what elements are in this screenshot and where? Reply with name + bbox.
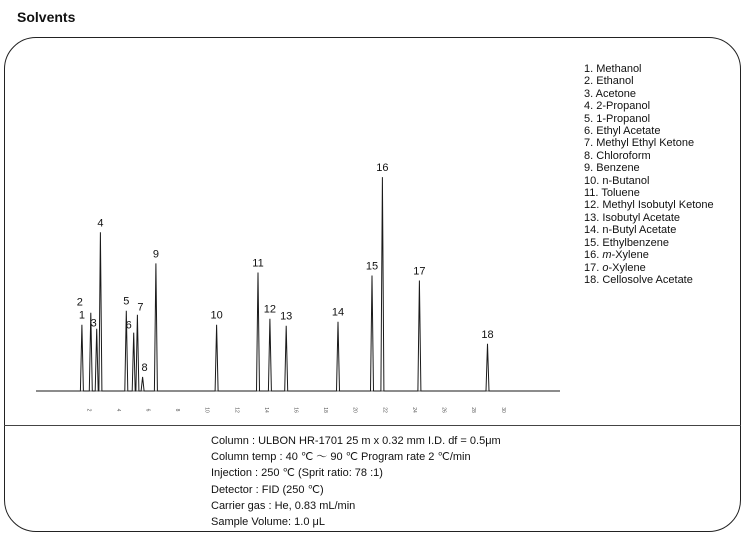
x-tick-label: 20: [351, 407, 358, 413]
peak-label: 1: [78, 309, 85, 322]
legend-item: [584, 137, 714, 149]
chromatogram-trace: [36, 177, 560, 391]
x-tick-label: 14: [262, 407, 269, 413]
peak-label: 17: [413, 265, 426, 278]
legend-isomer-prefix: o: [602, 261, 609, 274]
legend-compound-name: -Xylene: [611, 249, 649, 262]
peak-label: 3: [90, 317, 97, 330]
legend-compound-name: Methyl Isobutyl Ketone: [602, 199, 714, 212]
peak-label: 5: [123, 295, 130, 308]
legend-number: 11.: [584, 187, 599, 200]
x-tick-label: 24: [410, 407, 417, 413]
x-tick-labels: [85, 407, 506, 413]
peak-label: 13: [280, 310, 293, 323]
x-tick-label: 16: [292, 407, 299, 413]
legend-compound-name: Methyl Ethyl Ketone: [596, 137, 695, 150]
legend-item: [584, 88, 714, 100]
legend-item: [584, 187, 714, 199]
x-tick-label: 2: [85, 408, 92, 412]
x-tick-label: 4: [114, 408, 121, 412]
legend-number: 5.: [584, 112, 594, 125]
legend-compound-name: n-Butyl Acetate: [602, 224, 677, 237]
legend-compound-name: Isobutyl Acetate: [602, 211, 681, 224]
legend-compound-name: Cellosolve Acetate: [602, 273, 693, 286]
legend-compound-name: Acetone: [595, 87, 637, 100]
legend-compound-name: n-Butanol: [602, 174, 650, 187]
peak-label: 8: [141, 361, 148, 374]
legend-item: [584, 63, 714, 75]
legend-number: 4.: [584, 100, 594, 113]
condition-line: Detector : FID (250 ℃): [211, 483, 324, 496]
peak-label: 10: [210, 309, 223, 322]
x-tick-label: 8: [174, 408, 181, 412]
x-tick-label: 18: [322, 407, 329, 413]
legend-compound-name: Ethanol: [596, 75, 634, 88]
legend-number: 9.: [584, 162, 594, 175]
condition-line: Carrier gas : He, 0.83 mL/min: [211, 499, 356, 512]
legend-item: [584, 150, 714, 162]
peak-label: 14: [331, 306, 345, 319]
legend-number: 6.: [584, 125, 594, 138]
x-tick-label: 26: [440, 407, 447, 413]
peak-label: 4: [97, 217, 104, 230]
x-tick-label: 10: [203, 407, 210, 413]
peak-label: 15: [365, 260, 379, 273]
analysis-conditions: [211, 433, 501, 530]
condition-line: Injection : 250 ℃ (Sprit ratio: 78 :1): [211, 467, 383, 480]
legend-item: [584, 75, 714, 87]
legend-item: [584, 199, 714, 211]
x-tick-label: 28: [470, 407, 477, 413]
peak-label: 11: [252, 257, 264, 270]
x-tick-label: 30: [499, 407, 506, 413]
condition-line: Column : ULBON HR-1701 25 m x 0.32 mm I.D. df = 0.5μm: [211, 435, 501, 447]
legend-number: 10.: [584, 174, 600, 187]
legend-number: 7.: [584, 137, 594, 150]
legend-item: [584, 113, 714, 125]
legend-number: 18.: [584, 273, 600, 286]
compound-legend: [584, 63, 714, 286]
legend-compound-name: Ethylbenzene: [602, 236, 670, 249]
peak-label: 12: [263, 303, 277, 316]
legend-item: [584, 125, 714, 137]
legend-compound-name: 2-Propanol: [596, 100, 651, 113]
legend-number: 13.: [584, 211, 600, 224]
legend-item: [584, 249, 714, 261]
legend-item: [584, 262, 714, 274]
legend-number: 12.: [584, 199, 600, 212]
legend-number: 16.: [584, 249, 600, 262]
legend-isomer-prefix: m: [602, 249, 612, 262]
legend-item: [584, 175, 714, 187]
peak-label: 9: [152, 248, 159, 261]
legend-item: [584, 224, 714, 236]
legend-item: [584, 100, 714, 112]
legend-number: 2.: [584, 75, 594, 88]
legend-number: 14.: [584, 224, 600, 237]
legend-compound-name: Ethyl Acetate: [596, 125, 661, 138]
condition-line: Column temp : 40 ℃ ～ 90 ℃ Program rate 2 ℃/min: [211, 451, 471, 464]
legend-item: [584, 162, 714, 174]
legend-compound-name: 1-Propanol: [596, 112, 651, 125]
x-tick-label: 6: [144, 408, 151, 412]
x-tick-label: 22: [381, 407, 388, 413]
peak-label: 2: [76, 296, 83, 309]
legend-compound-name: Toluene: [601, 187, 640, 200]
legend-number: 15.: [584, 236, 600, 249]
legend-item: [584, 274, 714, 286]
peak-label: 7: [137, 301, 144, 314]
legend-compound-name: Methanol: [596, 63, 642, 75]
page-title: Solvents: [17, 9, 76, 25]
peak-labels: [77, 162, 494, 374]
peak-label: 16: [376, 162, 389, 175]
x-tick-label: 12: [233, 407, 240, 413]
legend-number: 8.: [584, 149, 594, 162]
legend-number: 3.: [584, 87, 594, 100]
legend-compound-name: Chloroform: [596, 149, 651, 162]
condition-line: Sample Volume: 1.0 μL: [211, 516, 325, 529]
legend-number: 17.: [584, 261, 600, 274]
legend-number: 1.: [584, 63, 594, 75]
legend-item: [584, 237, 714, 249]
legend-item: [584, 212, 714, 224]
legend-compound-name: Benzene: [596, 162, 640, 175]
legend-compound-name: -Xylene: [608, 261, 646, 274]
peak-label: 18: [481, 328, 494, 341]
peak-label: 6: [125, 319, 132, 332]
